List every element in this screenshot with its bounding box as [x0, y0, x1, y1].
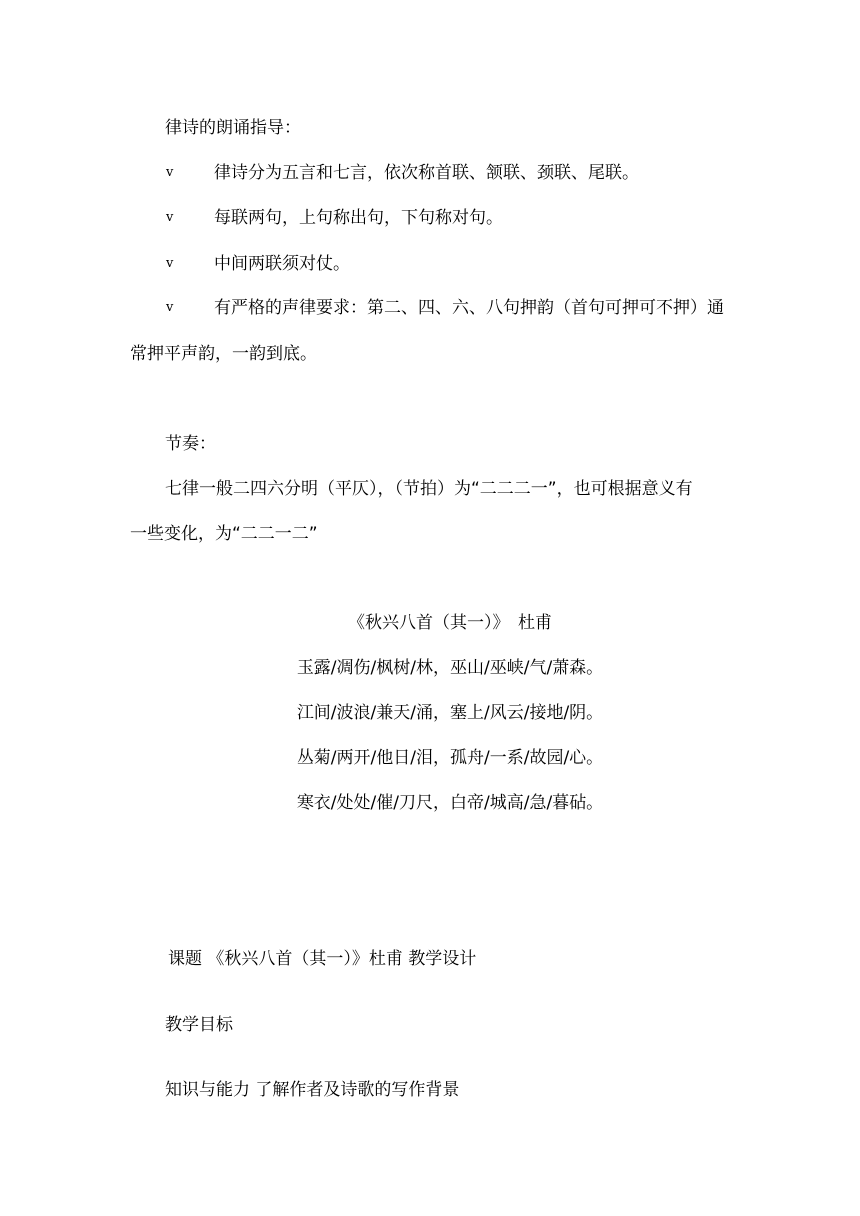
poem-line: 玉露/凋伤/枫树/林，巫山/巫峡/气/萧森。	[296, 658, 604, 678]
rhythm-text-line1: 七律一般二四六分明（平仄），（节拍）为“二二二一”，也可根据意义有	[165, 479, 693, 499]
poem-line: 江间/波浪/兼天/涌，塞上/风云/接地/阴。	[296, 703, 604, 723]
bullet-marker: v	[166, 210, 174, 225]
objectives-heading: 教学目标	[165, 1015, 233, 1035]
bullet-marker: v	[166, 256, 174, 271]
poem-title: 《秋兴八首（其一）》 杜甫	[348, 613, 552, 633]
bullet-text: 中间两联须对仗。	[214, 254, 350, 274]
bullet-marker: v	[166, 165, 174, 180]
bullet-text-continuation: 常押平声韵，一韵到底。	[130, 344, 317, 364]
poem-line: 寒衣/处处/催/刀尺，白帝/城高/急/暮砧。	[296, 793, 604, 813]
guide-heading: 律诗的朗诵指导：	[165, 118, 301, 138]
rhythm-text-line2: 一些变化，为“二二一二”	[130, 524, 318, 544]
bullet-text: 每联两句，上句称出句，下句称对句。	[214, 208, 503, 228]
bullet-text: 有严格的声律要求：第二、四、六、八句押韵（首句可押可不押）通	[214, 298, 724, 318]
poem-line: 丛菊/两开/他日/泪，孤舟/一系/故园/心。	[296, 748, 604, 768]
bullet-text: 律诗分为五言和七言，依次称首联、颔联、颈联、尾联。	[214, 163, 639, 183]
rhythm-heading: 节奏：	[165, 434, 216, 454]
knowledge-ability: 知识与能力 了解作者及诗歌的写作背景	[165, 1080, 460, 1100]
bullet-marker: v	[166, 300, 174, 315]
lesson-title: 课题 《秋兴八首（其一）》杜甫 教学设计	[168, 949, 477, 969]
